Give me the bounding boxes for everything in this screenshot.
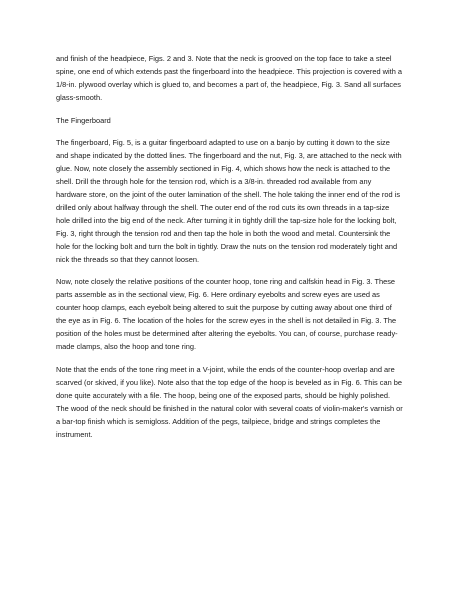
paragraph-fingerboard: The fingerboard, Fig. 5, is a guitar fingerboard adapted to use on a banjo by cutting it down to the size and shape indicated by the dotted lines. The fingerboard and the nut, Fig. 3, are attached to the neck with glue. Now, note closely the assembly sectioned in Fig. 4, which shows how the neck is attached to the shell. Drill the through hole for the tension rod, which is a 3/8-in. threaded rod available from any hardware store, on the joint of the outer lamination of the shell. The hole taking the inner end of the rod is drilled only about halfway through the shell. The outer end of the rod cuts its own threads in a tap-size hole drilled into the big end of the neck. After turning it in tightly drill the tap-size hole for the locking bolt, Fig. 3, right through the tension rod and then tap the hole in both the wood and metal. Countersink the hole for the locking bolt and turn the bolt in tightly. Draw the nuts on the tension rod moderately tight and nick the threads so that they cannot loosen.: [56, 137, 402, 264]
paragraph-tone-ring: Note that the ends of the tone ring meet in a V-joint, while the ends of the counter-hoop overlap and are scarved (or skived, if you like). Note also that the top edge of the hoop is beveled as in Fig. 6. This can be done quite accurately with a file. The hoop, being one of the exposed parts, should be highly polished. The wood of the neck should be finished in the natural color with several coats of violin-maker's varnish or a bar-top finish which is semigloss. Addition of the pegs, tailpiece, bridge and strings completes the instrument.: [56, 364, 403, 439]
section-heading-fingerboard: The Fingerboard: [56, 115, 111, 125]
paragraph-headpiece-finish: and finish of the headpiece, Figs. 2 and 3. Note that the neck is grooved on the top face to take a steel spine, one end of which extends past the fingerboard into the headpiece. This projection is covered with a 1/8-in. plywood overlay which is glued to, and becomes a part of, the headpiece, Fig. 3. Sand all surfaces glass-smooth.: [56, 54, 403, 102]
paragraph-counter-hoop: Now, note closely the relative positions of the counter hoop, tone ring and calfskin head in Fig. 3. These parts assemble as in the sectional view, Fig. 6. Here ordinary eyebolts and screw eyes are used as counter hoop clamps, each eyebolt being altered to suit the purpose by cutting away about one third of the eye as in Fig. 6. The location of the holes for the screw eyes in the shell is not detailed in Fig. 3. The position of the holes must be determined after altering the eyebolts. You can, of course, purchase ready-made clamps, also the hoop and tone ring.: [56, 277, 398, 351]
